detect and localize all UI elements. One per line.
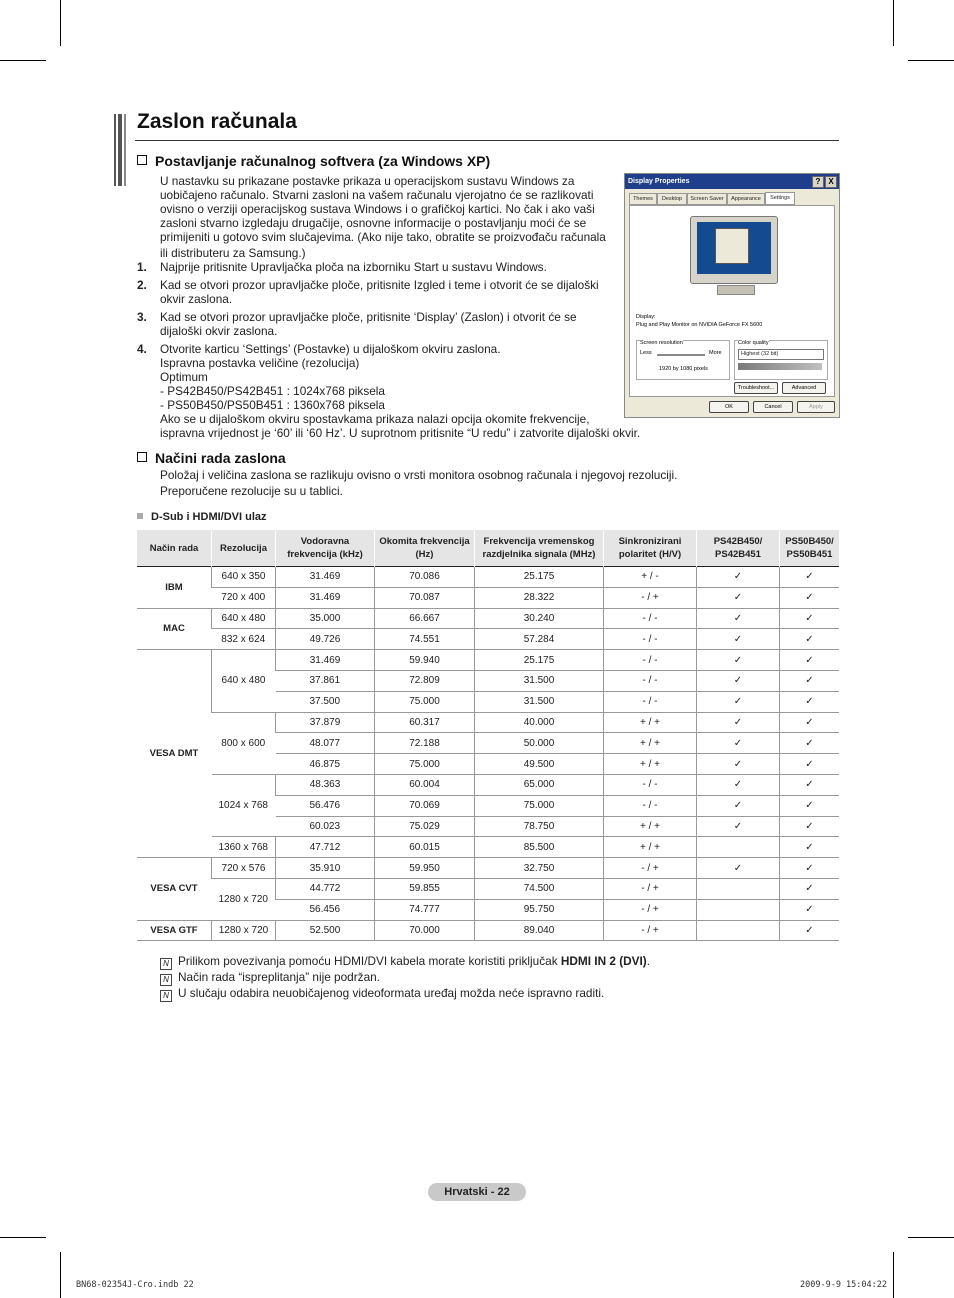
- checkbox-bullet-icon: [137, 452, 147, 462]
- value-cell: 59.950: [375, 858, 475, 879]
- step-text: Najprije pritisnite Upravljačka ploča na izborniku Start u sustavu Windows.: [160, 260, 547, 274]
- value-cell: 89.040: [475, 920, 604, 941]
- check-icon: ✓: [697, 795, 780, 816]
- tab-settings[interactable]: Settings: [765, 192, 795, 205]
- mode-cell: VESA CVT: [137, 858, 212, 920]
- value-cell: 75.029: [375, 816, 475, 837]
- page-title: Zaslon računala: [137, 110, 297, 133]
- value-cell: 28.322: [475, 587, 604, 608]
- value-cell: 37.861: [276, 670, 375, 691]
- cancel-button[interactable]: Cancel: [753, 401, 793, 413]
- value-cell: 74.500: [475, 878, 604, 899]
- value-cell: 60.317: [375, 712, 475, 733]
- value-cell: - / +: [604, 878, 697, 899]
- note-bold: HDMI IN 2 (DVI): [560, 954, 647, 968]
- section-heading-text: Načini rada zaslona: [155, 450, 286, 466]
- display-properties-dialog: [624, 173, 840, 418]
- section-heading-text: Postavljanje računalnog softvera (za Windows XP): [155, 153, 491, 169]
- step-text: Otvorite karticu ‘Settings’ (Postavke) u dijaloškom okviru zaslona. Ispravna postavka veličine (rezolucija) Optimum - PS42B450/PS42B451 : 1024x768 piksela - PS50B450/PS50B451 : 1360x768 piksela Ako se u dijaloškom okviru spostavkama prikaza nalazi opcija okomite frekvencije, ispravna vrijednost je ‘60’ ili ‘60 Hz’. U suprotnom pritisnite “U redu” i zatvorite dijaloški okvir.: [160, 342, 641, 440]
- col-header: Način rada: [137, 530, 212, 567]
- crop-mark: [908, 1237, 954, 1238]
- color-quality-label: Color quality: [738, 340, 769, 346]
- note-icon: N: [160, 958, 172, 970]
- color-bar: [738, 363, 822, 370]
- check-icon: ✓: [697, 733, 780, 754]
- value-cell: - / -: [604, 608, 697, 629]
- check-icon: ✓: [780, 608, 840, 629]
- table-row: [137, 650, 839, 671]
- value-cell: 60.015: [375, 837, 475, 858]
- check-icon: ✓: [780, 754, 840, 775]
- value-cell: 85.500: [475, 837, 604, 858]
- display-value: Plug and Play Monitor on NVIDIA GeForce FX 5600: [636, 322, 763, 328]
- troubleshoot-button[interactable]: Troubleshoot...: [734, 382, 778, 394]
- section-heading-software: [137, 153, 490, 169]
- table-row: [137, 878, 839, 899]
- value-cell: 31.469: [276, 587, 375, 608]
- value-cell: 72.188: [375, 733, 475, 754]
- resolution-cell: 1024 x 768: [212, 774, 276, 836]
- more-label: More: [709, 350, 722, 356]
- less-label: Less: [640, 350, 652, 356]
- step-number: 3.: [137, 310, 147, 324]
- check-icon: ✓: [780, 920, 840, 941]
- resolution-slider[interactable]: [657, 354, 705, 356]
- input-subheading-text: D-Sub i HDMI/DVI ulaz: [151, 511, 267, 523]
- value-cell: 78.750: [475, 816, 604, 837]
- value-cell: - / -: [604, 795, 697, 816]
- value-cell: + / +: [604, 816, 697, 837]
- table-header-row: [137, 530, 839, 567]
- color-quality-select[interactable]: Highest (32 bit): [738, 349, 824, 360]
- value-cell: 72.809: [375, 670, 475, 691]
- check-icon: ✓: [697, 608, 780, 629]
- value-cell: - / +: [604, 920, 697, 941]
- value-cell: + / +: [604, 754, 697, 775]
- resolution-cell: 720 x 400: [212, 587, 276, 608]
- col-header: PS50B450/ PS50B451: [780, 530, 840, 567]
- check-icon: ✓: [780, 816, 840, 837]
- display-modes-table: [137, 530, 839, 941]
- value-cell: 70.000: [375, 920, 475, 941]
- value-cell: + / +: [604, 733, 697, 754]
- step-number: 2.: [137, 278, 147, 292]
- crop-mark: [908, 60, 954, 61]
- resolution-cell: 640 x 350: [212, 567, 276, 588]
- check-icon: ✓: [697, 754, 780, 775]
- value-cell: 48.077: [276, 733, 375, 754]
- col-header: Frekvencija vremenskog razdjelnika signala (MHz): [475, 530, 604, 567]
- check-icon: ✓: [780, 629, 840, 650]
- table-row: [137, 567, 839, 588]
- col-header: Sinkronizirani polaritet (H/V): [604, 530, 697, 567]
- intro-line: ili distributeru za Samsung.): [160, 246, 306, 260]
- check-icon: ✓: [780, 795, 840, 816]
- check-icon: ✓: [697, 691, 780, 712]
- intro-line: ovisno o verziji operacijskog sustava Windows i o grafičkoj kartici. No čak i ako vaši: [160, 202, 595, 216]
- value-cell: 44.772: [276, 878, 375, 899]
- note-text: Prilikom povezivanja pomoću HDMI/DVI kabela morate koristiti priključak: [178, 954, 561, 968]
- note-interlace: [160, 970, 380, 986]
- title-rule: [135, 140, 839, 141]
- col-header: Vodoravna frekvencija (kHz): [276, 530, 375, 567]
- check-icon: ✓: [780, 878, 840, 899]
- close-icon[interactable]: X: [825, 176, 837, 188]
- resolution-value: 1920 by 1080 pixels: [659, 366, 708, 372]
- value-cell: 70.086: [375, 567, 475, 588]
- resolution-label: Screen resolution: [640, 340, 683, 346]
- resolution-cell: 800 x 600: [212, 712, 276, 774]
- table-row: [137, 608, 839, 629]
- check-icon: ✓: [697, 774, 780, 795]
- note-icon: N: [160, 974, 172, 986]
- table-row: [137, 858, 839, 879]
- check-icon: ✓: [780, 837, 840, 858]
- check-icon: ✓: [780, 712, 840, 733]
- value-cell: - / -: [604, 629, 697, 650]
- check-icon: ✓: [697, 670, 780, 691]
- note-text: Način rada “ispreplitanja” nije podržan.: [178, 970, 380, 984]
- value-cell: - / -: [604, 774, 697, 795]
- col-header: PS42B450/ PS42B451: [697, 530, 780, 567]
- tab-screen-saver[interactable]: Screen Saver: [687, 193, 727, 205]
- value-cell: - / -: [604, 670, 697, 691]
- check-icon: ✓: [780, 691, 840, 712]
- table-body: [137, 567, 839, 941]
- mode-cell: IBM: [137, 567, 212, 609]
- value-cell: 35.000: [276, 608, 375, 629]
- tab-appearance[interactable]: Appearance: [727, 193, 765, 205]
- value-cell: 35.910: [276, 858, 375, 879]
- value-cell: 25.175: [475, 567, 604, 588]
- value-cell: 75.000: [375, 754, 475, 775]
- check-icon: ✓: [697, 858, 780, 879]
- intro-line: zasloni stvarno izgledaju drugačije, osnovne informacije o postavljanju moći će se: [160, 216, 587, 230]
- check-icon: ✓: [697, 629, 780, 650]
- value-cell: 65.000: [475, 774, 604, 795]
- resolution-cell: 640 x 480: [212, 608, 276, 629]
- value-cell: 57.284: [475, 629, 604, 650]
- value-cell: 75.000: [375, 691, 475, 712]
- step-text: Kad se otvori prozor upravljačke ploče, pritisnite ‘Display’ (Zaslon) i otvorit će se dijaloški okvir zaslona.: [160, 310, 577, 338]
- value-cell: 66.667: [375, 608, 475, 629]
- value-cell: - / -: [604, 691, 697, 712]
- note-hdmi: [160, 954, 650, 970]
- crop-mark: [60, 1252, 61, 1298]
- value-cell: 46.875: [276, 754, 375, 775]
- table-row: [137, 587, 839, 608]
- mode-cell: VESA GTF: [137, 920, 212, 941]
- resolution-cell: 720 x 576: [212, 858, 276, 879]
- empty-cell: [697, 899, 780, 920]
- value-cell: 37.879: [276, 712, 375, 733]
- check-icon: ✓: [780, 567, 840, 588]
- step-1: [137, 260, 607, 274]
- dialog-titlebar: [625, 174, 839, 189]
- step-number: 4.: [137, 342, 147, 356]
- value-cell: 40.000: [475, 712, 604, 733]
- ok-button[interactable]: OK: [709, 401, 749, 413]
- apply-button[interactable]: Apply: [797, 401, 835, 413]
- resolution-cell: 1280 x 720: [212, 920, 276, 941]
- value-cell: 59.855: [375, 878, 475, 899]
- value-cell: 25.175: [475, 650, 604, 671]
- value-cell: - / +: [604, 587, 697, 608]
- resolution-group: [636, 340, 730, 380]
- value-cell: 37.500: [276, 691, 375, 712]
- value-cell: - / -: [604, 650, 697, 671]
- footer-file: BN68-02354J-Cro.indb 22: [76, 1280, 194, 1290]
- value-cell: 50.000: [475, 733, 604, 754]
- check-icon: ✓: [697, 816, 780, 837]
- value-cell: 70.087: [375, 587, 475, 608]
- check-icon: ✓: [780, 587, 840, 608]
- value-cell: 49.726: [276, 629, 375, 650]
- value-cell: 48.363: [276, 774, 375, 795]
- page-number-badge: Hrvatski - 22: [428, 1183, 526, 1201]
- monitor-icon: [690, 216, 778, 284]
- tab-desktop[interactable]: Desktop: [657, 193, 687, 205]
- resolution-cell: 640 x 480: [212, 650, 276, 712]
- value-cell: 56.456: [276, 899, 375, 920]
- table-row: [137, 774, 839, 795]
- modes-paragraph: [160, 468, 840, 498]
- value-cell: + / +: [604, 837, 697, 858]
- table-row: [137, 920, 839, 941]
- note-text: .: [646, 954, 651, 968]
- intro-line: uobičajeno računalo. Stvarni zasloni na vašem računalu vjerojatno će se razlikovati: [160, 188, 594, 202]
- value-cell: 70.069: [375, 795, 475, 816]
- check-icon: ✓: [697, 567, 780, 588]
- empty-cell: [697, 878, 780, 899]
- check-icon: ✓: [780, 670, 840, 691]
- intro-paragraph: [160, 174, 610, 260]
- value-cell: 30.240: [475, 608, 604, 629]
- crop-mark: [893, 0, 894, 46]
- mode-cell: VESA DMT: [137, 650, 212, 858]
- crop-mark: [893, 1252, 894, 1298]
- value-cell: 74.777: [375, 899, 475, 920]
- resolution-cell: 832 x 624: [212, 629, 276, 650]
- tab-themes[interactable]: Themes: [629, 193, 657, 205]
- note-icon: N: [160, 990, 172, 1002]
- intro-line: U nastavku su prikazane postavke prikaza u operacijskom sustavu Windows za: [160, 174, 575, 188]
- section-heading-modes: [137, 450, 286, 466]
- value-cell: 56.476: [276, 795, 375, 816]
- crop-mark: [60, 0, 61, 46]
- value-cell: 31.469: [276, 567, 375, 588]
- settings-panel: [629, 205, 835, 397]
- heading-bar: [114, 114, 126, 186]
- note-format: [160, 986, 604, 1002]
- check-icon: ✓: [780, 858, 840, 879]
- table-row: [137, 837, 839, 858]
- step-3: [137, 310, 607, 338]
- value-cell: 59.940: [375, 650, 475, 671]
- value-cell: 49.500: [475, 754, 604, 775]
- checkbox-bullet-icon: [137, 155, 147, 165]
- table-row: [137, 712, 839, 733]
- check-icon: ✓: [697, 587, 780, 608]
- resolution-cell: 1280 x 720: [212, 878, 276, 920]
- footer-timestamp: 2009-9-9 15:04:22: [800, 1280, 887, 1290]
- step-number: 1.: [137, 260, 147, 274]
- modes-line: Položaj i veličina zaslona se razlikuju ovisno o vrsti monitora osobnog računala i njegovoj rezoluciji.: [160, 468, 678, 482]
- input-subheading: [137, 510, 267, 524]
- help-icon[interactable]: ?: [812, 176, 824, 188]
- empty-cell: [697, 920, 780, 941]
- check-icon: ✓: [697, 712, 780, 733]
- advanced-button[interactable]: Advanced: [782, 382, 826, 394]
- check-icon: ✓: [780, 733, 840, 754]
- table-row: [137, 629, 839, 650]
- value-cell: 75.000: [475, 795, 604, 816]
- check-icon: ✓: [697, 650, 780, 671]
- square-bullet-icon: [137, 513, 143, 519]
- check-icon: ✓: [780, 650, 840, 671]
- value-cell: 31.500: [475, 670, 604, 691]
- step-text: Kad se otvori prozor upravljačke ploče, pritisnite Izgled i teme i otvorit će se dijaloški okvir zaslona.: [160, 278, 599, 306]
- value-cell: 60.004: [375, 774, 475, 795]
- crop-mark: [0, 1237, 46, 1238]
- crop-mark: [0, 60, 46, 61]
- step-2: [137, 278, 607, 306]
- col-header: Okomita frekvencija (Hz): [375, 530, 475, 567]
- value-cell: 52.500: [276, 920, 375, 941]
- col-header: Rezolucija: [212, 530, 276, 567]
- value-cell: - / +: [604, 899, 697, 920]
- value-cell: 32.750: [475, 858, 604, 879]
- color-quality-group: [734, 340, 828, 380]
- value-cell: - / +: [604, 858, 697, 879]
- value-cell: + / -: [604, 567, 697, 588]
- value-cell: + / +: [604, 712, 697, 733]
- value-cell: 74.551: [375, 629, 475, 650]
- check-icon: ✓: [780, 899, 840, 920]
- resolution-cell: 1360 x 768: [212, 837, 276, 858]
- empty-cell: [697, 837, 780, 858]
- value-cell: 60.023: [276, 816, 375, 837]
- check-icon: ✓: [780, 774, 840, 795]
- mode-cell: MAC: [137, 608, 212, 650]
- modes-line: Preporučene rezolucije su u tablici.: [160, 484, 343, 498]
- value-cell: 31.469: [276, 650, 375, 671]
- value-cell: 31.500: [475, 691, 604, 712]
- intro-line: primijeniti u gotovo svim slučajevima. (Ako nije tako, obratite se proizvođaču računala: [160, 230, 606, 244]
- note-text: U slučaju odabira neuobičajenog videoformata uređaj možda neće ispravno raditi.: [178, 986, 605, 1000]
- display-label: Display:: [636, 314, 656, 320]
- value-cell: 47.712: [276, 837, 375, 858]
- dialog-title: Display Properties: [628, 178, 690, 185]
- value-cell: 95.750: [475, 899, 604, 920]
